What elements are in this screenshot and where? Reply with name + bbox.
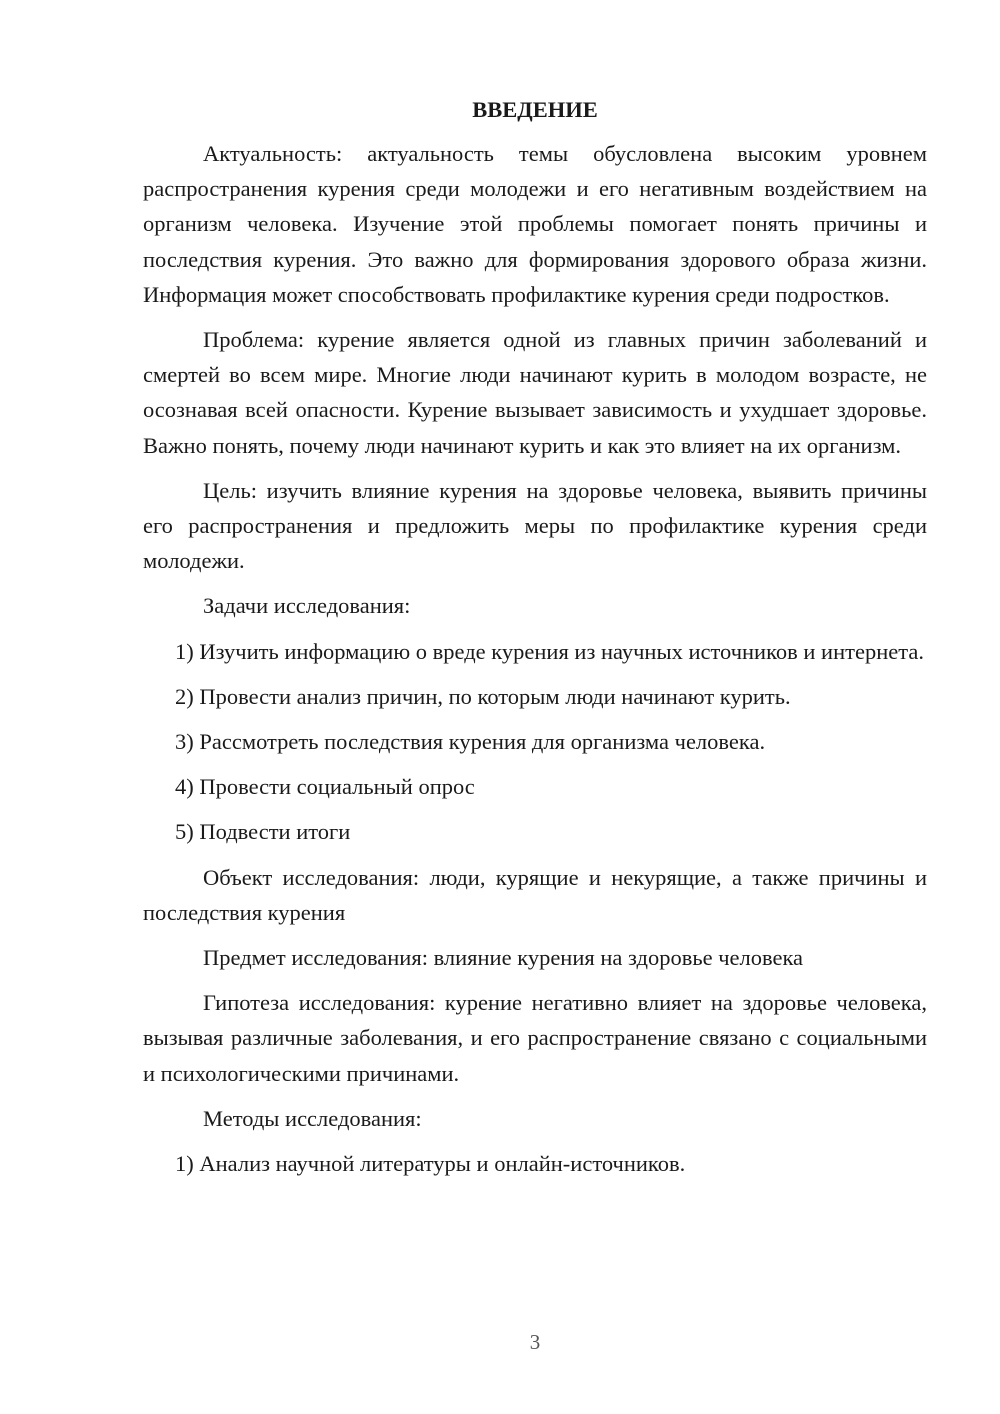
- document-page: [143, 90, 927, 1191]
- list-item: 5) Подвести итоги: [175, 819, 351, 845]
- page-title: ВВЕДЕНИЕ: [472, 97, 598, 122]
- paragraph-relevance: Актуальность: актуальность темы обусловлена высоким уровнем распространения курения среди молодежи и его негативным воздействием на организм человека. Изучение этой проблемы помогает понять причины и последствия курения. Это важно для формирования здорового образа жизни. Информация может способствовать профилактике курения среди подростков.: [143, 141, 927, 307]
- paragraph-subject: Предмет исследования: влияние курения на здоровье человека: [203, 945, 804, 971]
- methods-heading: Методы исследования:: [203, 1105, 422, 1131]
- page-number: 3: [529, 1330, 541, 1354]
- list-item: 2) Провести анализ причин, по которым люди начинают курить.: [175, 683, 791, 709]
- list-item: 1) Анализ научной литературы и онлайн-источников.: [175, 1151, 686, 1177]
- list-item: 3) Рассмотреть последствия курения для организма человека.: [175, 729, 766, 755]
- tasks-list: [143, 634, 927, 850]
- list-item: 1) Изучить информацию о вреде курения из научных источников и интернета.: [175, 638, 924, 664]
- paragraph-goal: Цель: изучить влияние курения на здоровье человека, выявить причины его распространения и предложить меры по профилактике курения среди молодежи.: [143, 477, 927, 574]
- paragraph-object: Объект исследования: люди, курящие и некурящие, а также причины и последствия курения: [143, 864, 927, 925]
- methods-list: [143, 1146, 927, 1181]
- paragraph-problem: Проблема: курение является одной из главных причин заболеваний и смертей во всем мире. Многие люди начинают курить в молодом возрасте, не осознавая всей опасности. Курение вызывает зависимость и ухудшает здоровье. Важно понять, почему люди начинают курить и как это влияет на их организм.: [143, 327, 927, 458]
- list-item: 4) Провести социальный опрос: [175, 774, 475, 800]
- paragraph-hypothesis: Гипотеза исследования: курение негативно влияет на здоровье человека, вызывая различные заболевания, и его распространение связано с социальными и психологическими причинами.: [143, 990, 927, 1086]
- tasks-heading: Задачи исследования:: [203, 593, 411, 619]
